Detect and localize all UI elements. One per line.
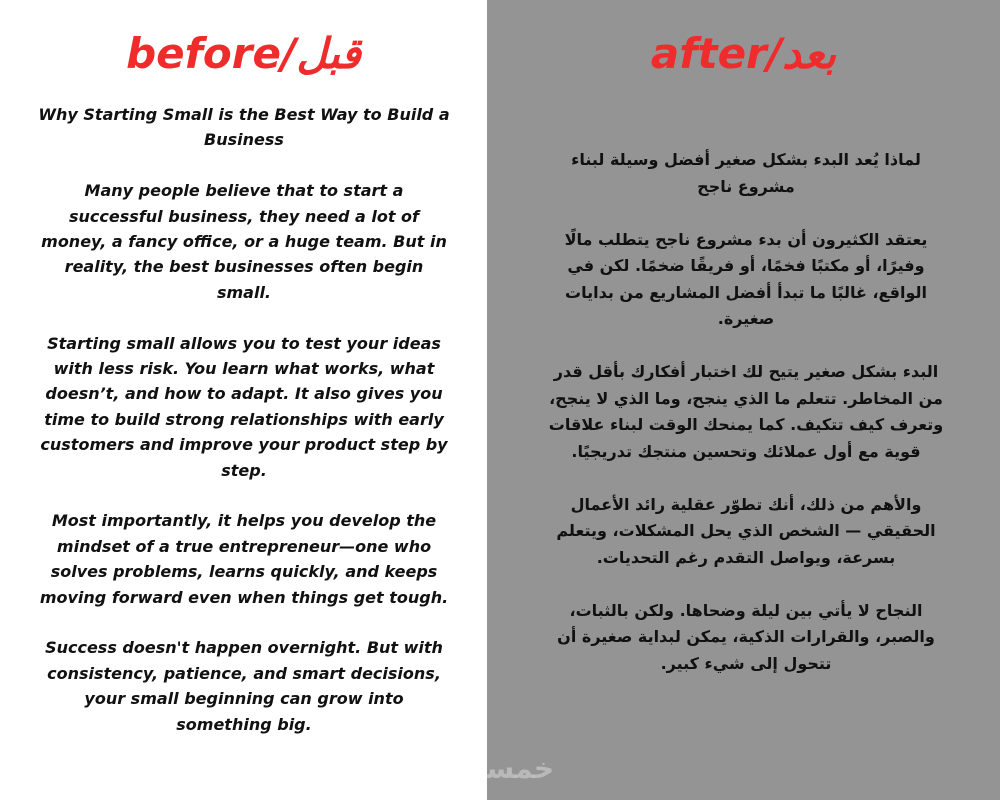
after-heading: after/بعد — [650, 29, 837, 78]
after-paragraph-3: والأهم من ذلك، أنك تطوّر عقلية رائد الأعمال الحقيقي — الشخص الذي يحل المشكلات، ويتعلم بسرعة، ويواصل التقدم رغم التحديات. — [556, 494, 936, 567]
before-text — [36, 102, 452, 762]
before-panel — [0, 0, 487, 800]
before-paragraph-4: Success doesn't happen overnight. But with consistency, patience, and smart decisions, your small beginning can grow into something big. — [45, 638, 443, 734]
after-paragraph-4: النجاح لا يأتي بين ليلة وضحاها. ولكن بالثبات، والصبر، والقرارات الذكية، يمكن لبداية صغيرة أن تتحول إلى شيء كبير. — [557, 600, 935, 673]
watermark-logo: خمسات — [447, 752, 555, 785]
before-paragraph-1: Many people believe that to start a successful business, they need a lot of money, a fancy office, or a huge team. But in reality, the best businesses often begin small. — [41, 181, 447, 302]
after-paragraph-1: يعتقد الكثيرون أن بدء مشروع ناجح يتطلب مالًا وفيرًا، أو مكتبًا فخمًا، أو فريقًا ضخمًا. لكن في الواقع، غالبًا ما تبدأ أفضل المشاريع من بدايات صغيرة. — [564, 229, 928, 328]
after-paragraph-2: البدء بشكل صغير يتيح لك اختبار أفكارك بأقل قدر من المخاطر. تتعلم ما الذي ينجح، وما الذي لا ينجح، وتعرف كيف تتكيف. كما يمنحك الوقت لبناء علاقات قوية مع أول عملائك وتحسين منتجك تدريجيًا. — [548, 362, 944, 461]
before-title-paragraph: Why Starting Small is the Best Way to Build a Business — [38, 105, 450, 150]
after-text — [541, 147, 951, 704]
before-heading: before/قبل — [126, 29, 361, 78]
after-title-paragraph: لماذا يُعد البدء بشكل صغير أفضل وسيلة لبناء مشروع ناجح — [571, 150, 921, 196]
before-paragraph-2: Starting small allows you to test your ideas with less risk. You learn what works, what doesn’t, and how to adapt. It also gives you time to build strong relationships with early customers and improve your product step by step. — [40, 333, 448, 480]
before-paragraph-3: Most importantly, it helps you develop the mindset of a true entrepreneur—one who solves problems, learns quickly, and keeps moving forward even when things get tough. — [39, 511, 449, 607]
